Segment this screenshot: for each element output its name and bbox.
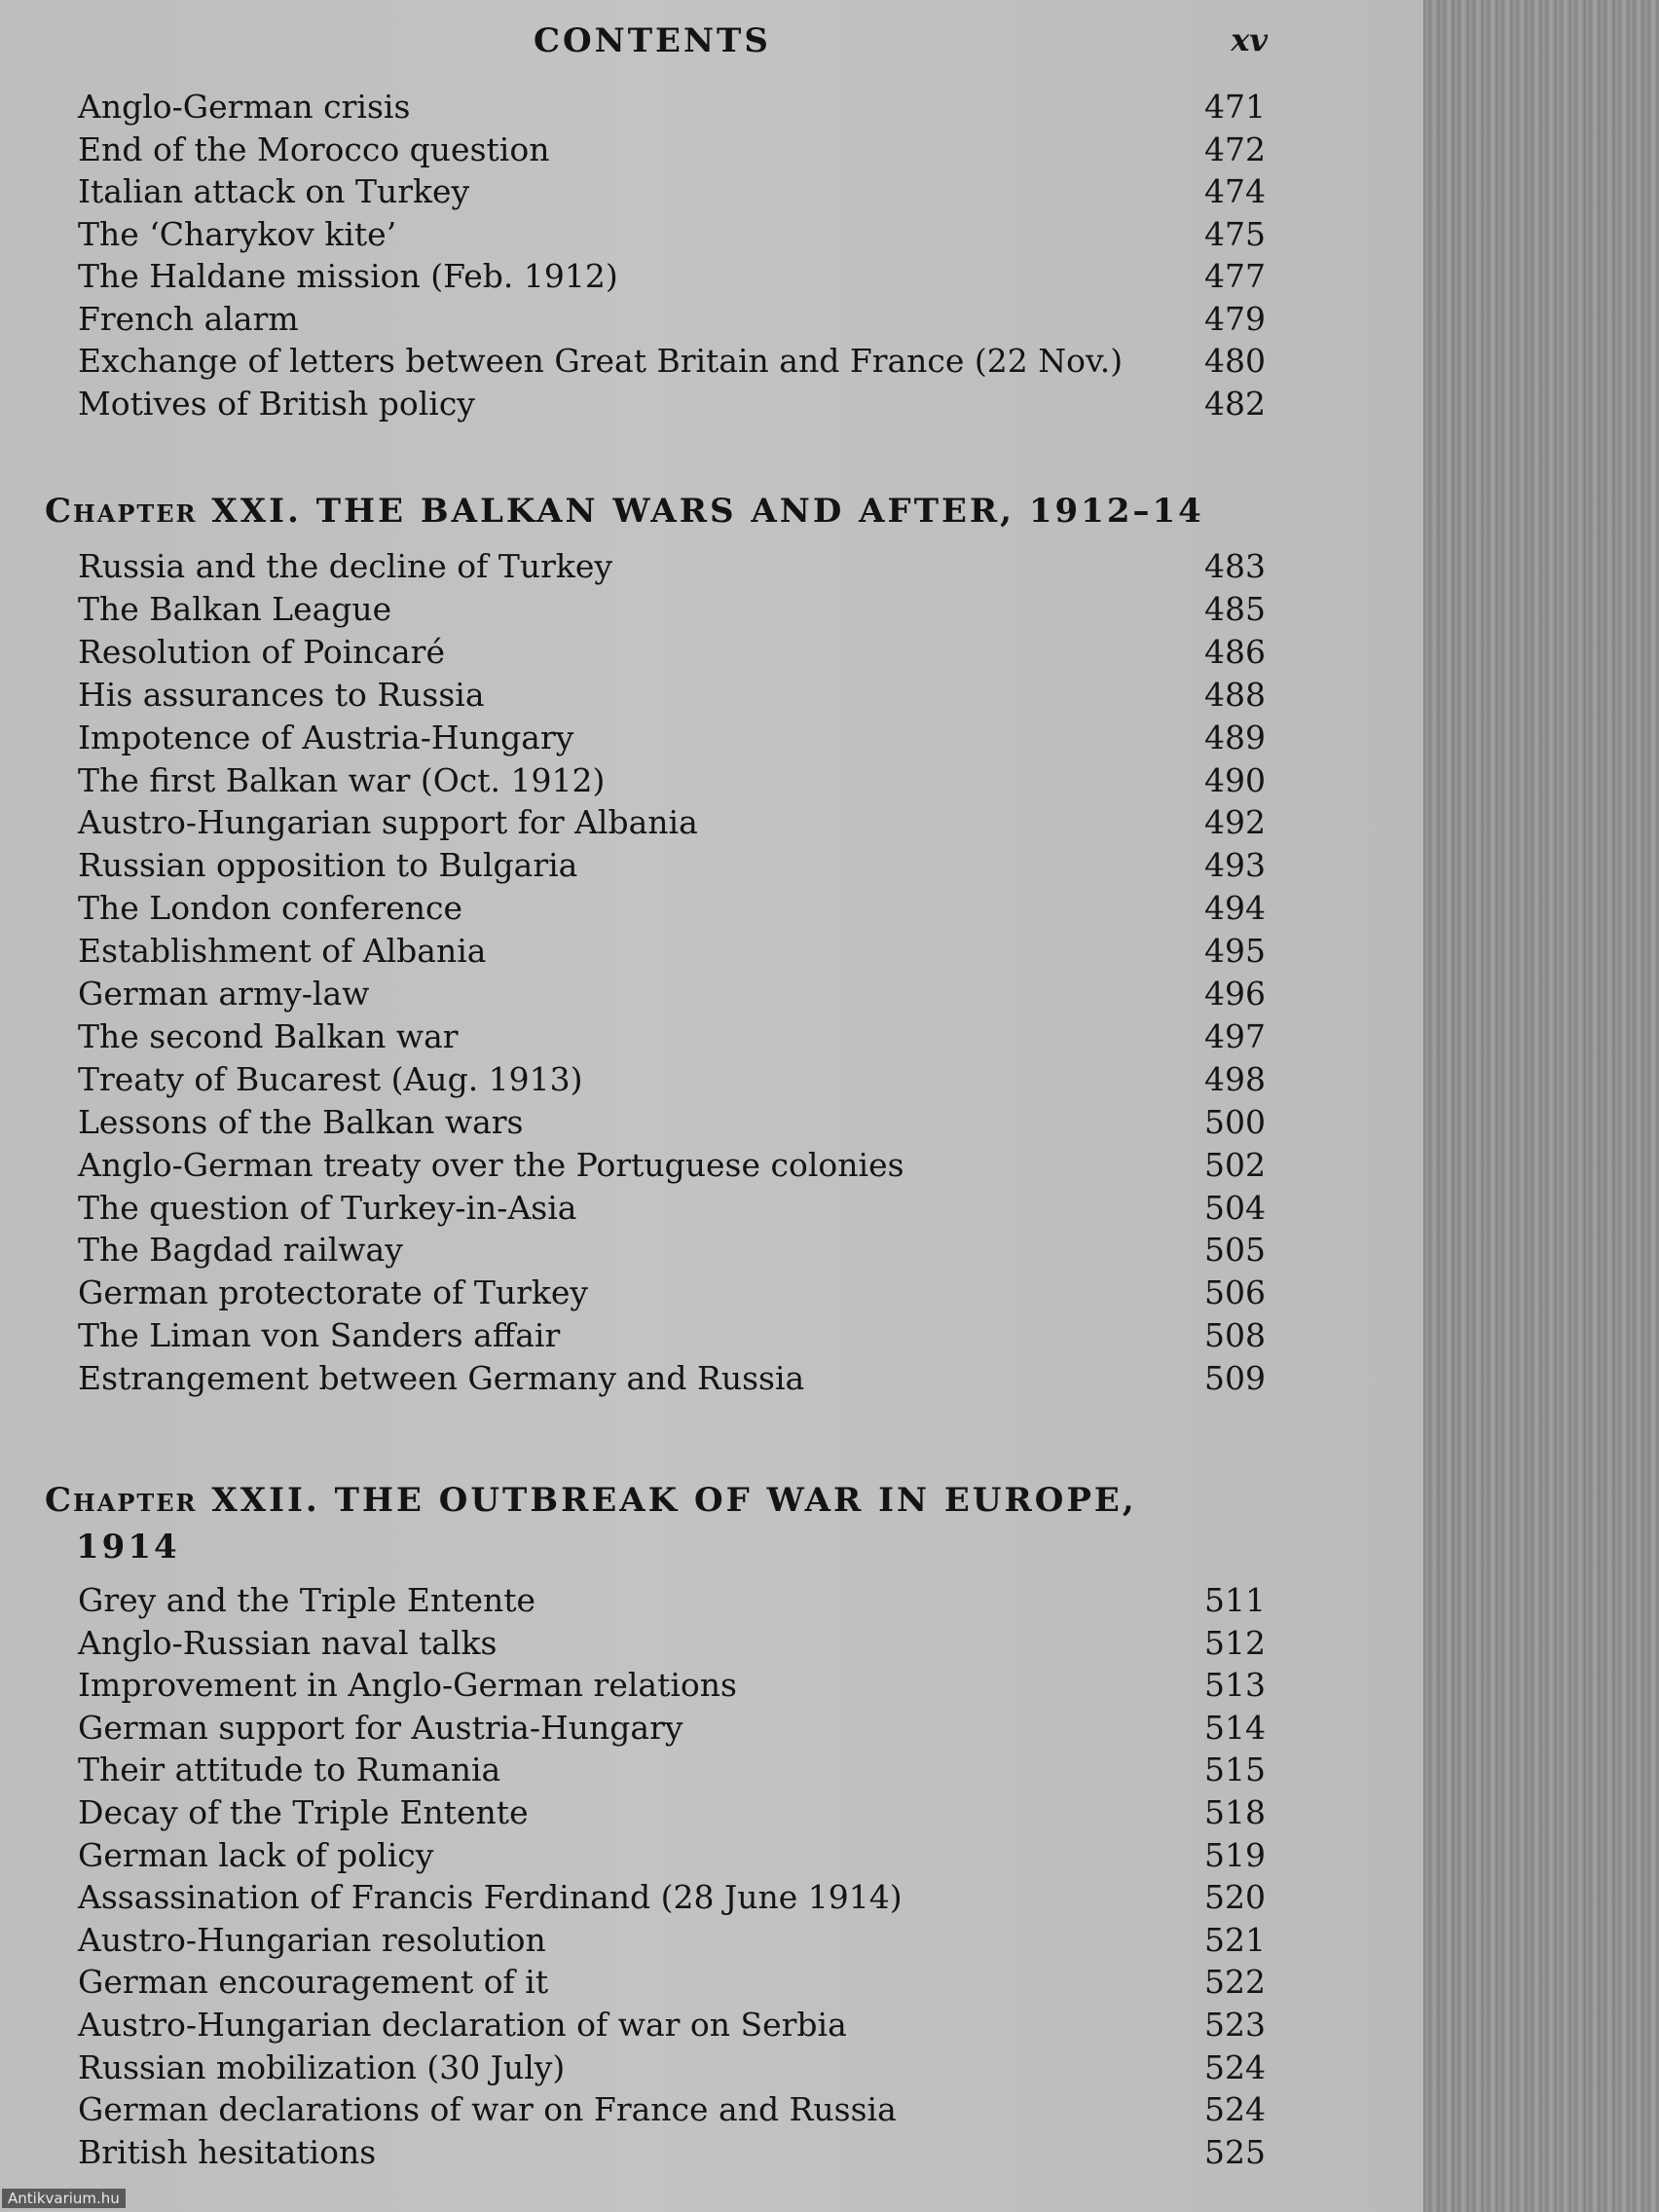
toc-entry-page: 480 — [1204, 342, 1266, 380]
toc-entry-label: Russia and the decline of Turkey — [78, 547, 613, 585]
page-header — [0, 21, 1423, 68]
toc-entry-label: Their attitude to Rumania — [78, 1751, 501, 1789]
toc-entry-label: Grey and the Triple Entente — [78, 1581, 536, 1619]
toc-entry-page: 518 — [1204, 1793, 1266, 1831]
chapter-heading-xxii — [45, 1478, 1291, 1523]
toc-entry-page: 485 — [1204, 589, 1266, 628]
toc-entry-label: German army-law — [78, 975, 370, 1013]
toc-entry — [78, 1144, 1266, 1187]
toc-entry — [78, 2046, 1266, 2089]
toc-entry-label: Russian mobilization (30 July) — [78, 2047, 566, 2086]
toc-entry-page: 483 — [1204, 547, 1266, 585]
toc-entry-label: German lack of policy — [78, 1835, 434, 1874]
toc-entry-page: 474 — [1204, 172, 1266, 210]
toc-entry — [78, 1876, 1266, 1919]
toc-entry-label: German support for Austria-Hungary — [78, 1708, 683, 1747]
toc-entry — [78, 1664, 1266, 1707]
toc-entry — [78, 674, 1266, 717]
toc-entry-label: Resolution of Poincaré — [78, 632, 445, 671]
toc-entry-label: The Haldane mission (Feb. 1912) — [78, 257, 618, 295]
toc-entry — [78, 887, 1266, 930]
toc-entry-page: 472 — [1204, 129, 1266, 168]
toc-entry — [78, 1791, 1266, 1834]
toc-entry-page: 471 — [1204, 88, 1266, 126]
toc-entry-page: 493 — [1204, 846, 1266, 885]
toc-entry-page: 505 — [1204, 1231, 1266, 1270]
toc-entry-label: Austro-Hungarian declaration of war on Serbia — [78, 2006, 847, 2044]
toc-entry-label: Russian opposition to Bulgaria — [78, 846, 578, 885]
toc-entry — [78, 86, 1266, 129]
toc-entry-page: 521 — [1204, 1920, 1266, 1959]
toc-entry — [78, 255, 1266, 298]
toc-entry — [78, 1229, 1266, 1272]
toc-entry-label: Anglo-Russian naval talks — [78, 1623, 498, 1662]
toc-entry — [78, 383, 1266, 425]
toc-entry — [78, 1622, 1266, 1665]
toc-entry — [78, 1058, 1266, 1101]
toc-entry — [78, 1357, 1266, 1400]
toc-entry-page: 489 — [1204, 718, 1266, 756]
toc-entry-label: Decay of the Triple Entente — [78, 1793, 529, 1831]
toc-entry-label: The Liman von Sanders affair — [78, 1316, 561, 1355]
toc-entry — [78, 1834, 1266, 1877]
toc-entry — [78, 1272, 1266, 1314]
toc-entry-label: German protectorate of Turkey — [78, 1273, 589, 1312]
toc-entry — [78, 631, 1266, 674]
toc-entry-label: Estrangement between Germany and Russia — [78, 1359, 805, 1398]
watermark: Antikvarium.hu — [2, 2189, 126, 2208]
toc-entry-label: The question of Turkey-in-Asia — [78, 1188, 577, 1227]
toc-entry-label: Lessons of the Balkan wars — [78, 1102, 524, 1141]
toc-entry — [78, 1101, 1266, 1144]
toc-entry-label: French alarm — [78, 299, 299, 338]
toc-entry-page: 515 — [1204, 1751, 1266, 1789]
toc-entry-label: The ‘Charykov kite’ — [78, 214, 397, 253]
toc-entry-page: 494 — [1204, 889, 1266, 928]
toc-entry-page: 520 — [1204, 1878, 1266, 1917]
toc-entry-page: 502 — [1204, 1145, 1266, 1184]
toc-entry-page: 497 — [1204, 1016, 1266, 1055]
toc-entry-page: 498 — [1204, 1059, 1266, 1098]
toc-entry-page: 488 — [1204, 675, 1266, 714]
toc-entry-page: 511 — [1204, 1581, 1266, 1619]
toc-entry-label: Establishment of Albania — [78, 932, 487, 971]
toc-entry — [78, 545, 1266, 588]
toc-entry-label: The Bagdad railway — [78, 1231, 403, 1270]
toc-entry-label: Assassination of Francis Ferdinand (28 June 1914) — [78, 1878, 903, 1917]
toc-entry-label: Impotence of Austria-Hungary — [78, 718, 574, 756]
toc-entry — [78, 129, 1266, 171]
toc-entry-page: 486 — [1204, 632, 1266, 671]
toc-entry — [78, 930, 1266, 973]
toc-entry-label: Exchange of letters between Great Britain and France (22 Nov.) — [78, 342, 1124, 380]
toc-entry-page: 513 — [1204, 1666, 1266, 1705]
chapter-title: XXII. THE OUTBREAK OF WAR IN EUROPE, — [211, 1481, 1137, 1520]
toc-entry — [78, 213, 1266, 256]
toc-entry — [78, 759, 1266, 802]
toc-entry-label: British hesitations — [78, 2132, 377, 2171]
toc-entry — [78, 1015, 1266, 1058]
chapter-lead: Chapter — [45, 1481, 198, 1520]
toc-entry-page: 522 — [1204, 1963, 1266, 2002]
toc-entry — [78, 973, 1266, 1015]
toc-entry — [78, 801, 1266, 844]
toc-entry-page: 490 — [1204, 760, 1266, 799]
toc-entry-label: Motives of British policy — [78, 384, 475, 423]
toc-entry — [78, 1579, 1266, 1622]
toc-entry-label: Italian attack on Turkey — [78, 172, 470, 210]
toc-entry-page: 524 — [1204, 2047, 1266, 2086]
toc-entry-page: 482 — [1204, 384, 1266, 423]
chapter-heading-xxi — [45, 489, 1291, 534]
running-title: CONTENTS — [534, 21, 771, 60]
toc-entry-label: Improvement in Anglo-German relations — [78, 1666, 737, 1705]
toc-entry-label: The first Balkan war (Oct. 1912) — [78, 760, 606, 799]
toc-entry — [78, 2131, 1266, 2174]
toc-entry — [78, 2004, 1266, 2046]
toc-entry-page: 492 — [1204, 803, 1266, 842]
toc-entry — [78, 588, 1266, 631]
toc-entry — [78, 1749, 1266, 1791]
toc-entry-page: 479 — [1204, 299, 1266, 338]
toc-entry-label: The London conference — [78, 889, 462, 928]
toc-entry — [78, 170, 1266, 213]
page-number: xv — [1231, 21, 1268, 58]
toc-entry — [78, 717, 1266, 759]
toc-entry — [78, 298, 1266, 341]
toc-entry — [78, 1961, 1266, 2004]
toc-entry-page: 514 — [1204, 1708, 1266, 1747]
toc-entry-page: 512 — [1204, 1623, 1266, 1662]
toc-entry-label: The second Balkan war — [78, 1016, 459, 1055]
toc-entry-page: 496 — [1204, 975, 1266, 1013]
toc-entry — [78, 1187, 1266, 1230]
toc-entry-page: 504 — [1204, 1188, 1266, 1227]
toc-entry-label: Austro-Hungarian support for Albania — [78, 803, 698, 842]
toc-entry — [78, 340, 1266, 383]
toc-entry-label: His assurances to Russia — [78, 675, 485, 714]
toc-entry-page: 509 — [1204, 1359, 1266, 1398]
toc-entry-label: Treaty of Bucarest (Aug. 1913) — [78, 1059, 583, 1098]
toc-entry-page: 500 — [1204, 1102, 1266, 1141]
book-gutter — [1423, 0, 1659, 2212]
chapter-lead: Chapter — [45, 492, 198, 531]
toc-entry-label: Anglo-German crisis — [78, 88, 411, 126]
toc-entry-page: 523 — [1204, 2006, 1266, 2044]
toc-entry-page: 508 — [1204, 1316, 1266, 1355]
chapter-title: XXI. THE BALKAN WARS AND AFTER, 1912–14 — [211, 492, 1204, 531]
toc-entry-label: Anglo-German treaty over the Portuguese colonies — [78, 1145, 904, 1184]
chapter-title-continued: 1914 — [76, 1528, 180, 1567]
toc-entry-page: 506 — [1204, 1273, 1266, 1312]
toc-entry — [78, 1707, 1266, 1750]
toc-entry — [78, 844, 1266, 887]
toc-entry-label: End of the Morocco question — [78, 129, 550, 168]
toc-entry — [78, 2088, 1266, 2131]
toc-entry-label: German encouragement of it — [78, 1963, 549, 2002]
toc-entry-page: 525 — [1204, 2132, 1266, 2171]
toc-entry-label: German declarations of war on France and Russia — [78, 2090, 897, 2129]
toc-entry-page: 477 — [1204, 257, 1266, 295]
toc-entry-page: 519 — [1204, 1835, 1266, 1874]
toc-entry-label: Austro-Hungarian resolution — [78, 1920, 546, 1959]
toc-entry-page: 524 — [1204, 2090, 1266, 2129]
toc-entry-page: 495 — [1204, 932, 1266, 971]
toc-entry-label: The Balkan League — [78, 589, 392, 628]
toc-entry-page: 475 — [1204, 214, 1266, 253]
toc-entry — [78, 1314, 1266, 1357]
toc-entry — [78, 1919, 1266, 1962]
